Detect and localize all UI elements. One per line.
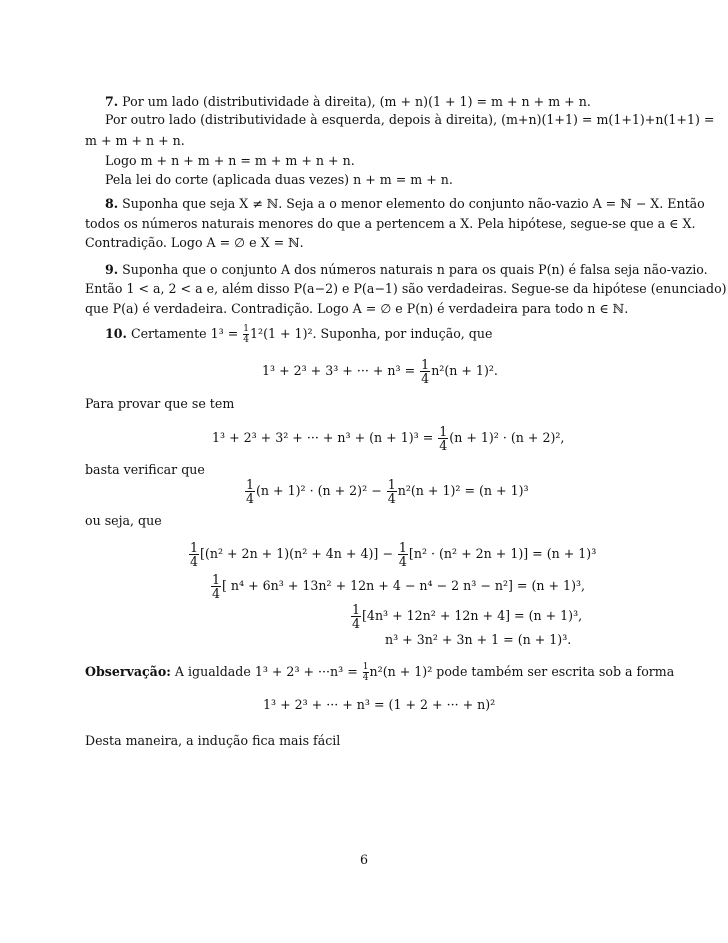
ex9-line1-text: Suponha que o conjunto A dos números naturais n para os quais P(n) é falsa seja não-vazio. bbox=[122, 262, 708, 277]
ex9-line1 bbox=[105, 262, 708, 278]
ex10-intro bbox=[105, 324, 492, 345]
equation-verify-mid: (n + 1)² · (n + 2)² − bbox=[256, 483, 382, 498]
ex7-line4: Logo m + n + m + n = m + m + n + n. bbox=[105, 153, 355, 168]
equation-step2-body: [ n⁴ + 6n³ + 13n² + 12n + 4 − n⁴ − 2 n³ − n²] = (n + 1)³, bbox=[222, 578, 586, 593]
ex8-line1 bbox=[105, 196, 705, 212]
equation-step3 bbox=[350, 603, 582, 630]
text-basta-verificar: basta verificar que bbox=[85, 462, 205, 477]
ex10-number: 10. bbox=[105, 326, 127, 341]
fraction-quarter bbox=[245, 478, 255, 505]
ex8-line3: Contradição. Logo A = ∅ e X = ℕ. bbox=[85, 235, 304, 250]
fraction-den: 4 bbox=[352, 616, 361, 631]
ex9-number: 9. bbox=[105, 262, 119, 277]
equation-step2 bbox=[210, 573, 585, 600]
fraction-den: 4 bbox=[362, 673, 369, 683]
text-para-provar: Para provar que se tem bbox=[85, 396, 235, 411]
fraction-num: 1 bbox=[387, 477, 396, 492]
equation-goal bbox=[212, 425, 564, 452]
equation-goal-rhs: (n + 1)² · (n + 2)², bbox=[449, 430, 565, 445]
ex9-line2: Então 1 < a, 2 < a e, além disso P(a−2) e P(a−1) são verdadeiras. Segue-se da hipótese (enunciado) bbox=[85, 281, 727, 296]
fraction-num: 1 bbox=[212, 572, 221, 587]
fraction-quarter bbox=[398, 541, 408, 568]
observation-line bbox=[85, 662, 674, 683]
fraction-den: 4 bbox=[439, 438, 448, 453]
ex7-line2: Por outro lado (distributividade à esquerda, depois à direita), (m+n)(1+1) = m(1+1)+n(1+1) = bbox=[105, 112, 715, 127]
observation-label: Observação: bbox=[85, 664, 171, 679]
fraction-quarter bbox=[438, 425, 448, 452]
fraction-num: 1 bbox=[190, 540, 199, 555]
observation-equation: 1³ + 2³ + ··· + n³ = (1 + 2 + ··· + n)² bbox=[263, 697, 496, 712]
fraction-num: 1 bbox=[421, 357, 430, 372]
equation-step3-body: [4n³ + 12n² + 12n + 4] = (n + 1)³, bbox=[362, 608, 583, 623]
equation-goal-lhs: 1³ + 2³ + 3² + ··· + n³ + (n + 1)³ = bbox=[212, 430, 434, 445]
equation-verify-end: n²(n + 1)² = (n + 1)³ bbox=[397, 483, 529, 498]
ex10-intro-text-b: 1²(1 + 1)². Suponha, por indução, que bbox=[250, 326, 493, 341]
fraction-quarter bbox=[387, 478, 397, 505]
equation-hypothesis-rhs: n²(n + 1)². bbox=[431, 363, 498, 378]
ex8-line2: todos os números naturais menores do que a pertencem a X. Pela hipótese, segue-se que a ∈ X. bbox=[85, 216, 696, 231]
fraction-num: 1 bbox=[243, 324, 250, 334]
ex7-number: 7. bbox=[105, 94, 119, 109]
fraction-quarter bbox=[211, 573, 221, 600]
fraction-num: 1 bbox=[362, 662, 369, 672]
observation-conclusion: Desta maneira, a indução fica mais fácil bbox=[85, 733, 341, 748]
ex7-line1-text: Por um lado (distributividade à direita), (m + n)(1 + 1) = m + n + m + n. bbox=[122, 94, 591, 109]
ex9-line3: que P(a) é verdadeira. Contradição. Logo A = ∅ e P(n) é verdadeira para todo n ∈ ℕ. bbox=[85, 301, 629, 316]
observation-text-b: n²(n + 1)² pode também ser escrita sob a forma bbox=[369, 664, 675, 679]
page-number: 6 bbox=[359, 852, 368, 867]
fraction-num: 1 bbox=[246, 477, 255, 492]
fraction-quarter bbox=[189, 541, 199, 568]
fraction-quarter bbox=[363, 662, 369, 683]
ex8-line1-text: Suponha que seja X ≠ ℕ. Seja a o menor elemento do conjunto não-vazio A = ℕ − X. Então bbox=[122, 196, 705, 211]
fraction-den: 4 bbox=[243, 335, 250, 345]
equation-step1-mid: [(n² + 2n + 1)(n² + 4n + 4)] − bbox=[200, 546, 393, 561]
fraction-num: 1 bbox=[352, 602, 361, 617]
fraction-num: 1 bbox=[398, 540, 407, 555]
ex7-line3: m + m + n + n. bbox=[85, 133, 185, 148]
equation-step1-end: [n² · (n² + 2n + 1)] = (n + 1)³ bbox=[408, 546, 597, 561]
fraction-quarter bbox=[420, 358, 430, 385]
equation-verify bbox=[244, 478, 529, 505]
fraction-den: 4 bbox=[246, 491, 255, 506]
equation-hypothesis bbox=[262, 358, 498, 385]
ex8-number: 8. bbox=[105, 196, 119, 211]
ex7-line5: Pela lei do corte (aplicada duas vezes) n + m = m + n. bbox=[105, 172, 453, 187]
fraction-den: 4 bbox=[398, 554, 407, 569]
fraction-num: 1 bbox=[439, 424, 448, 439]
fraction-den: 4 bbox=[421, 371, 430, 386]
equation-step1 bbox=[188, 541, 596, 568]
fraction-quarter bbox=[243, 324, 249, 345]
ex7-line1 bbox=[105, 94, 591, 110]
fraction-den: 4 bbox=[190, 554, 199, 569]
fraction-den: 4 bbox=[212, 586, 221, 601]
fraction-den: 4 bbox=[387, 491, 396, 506]
fraction-quarter bbox=[351, 603, 361, 630]
equation-step4: n³ + 3n² + 3n + 1 = (n + 1)³. bbox=[385, 632, 572, 647]
observation-text-a: A igualdade 1³ + 2³ + ···n³ = bbox=[174, 664, 358, 679]
ex10-intro-text-a: Certamente 1³ = bbox=[130, 326, 239, 341]
text-ou-seja: ou seja, que bbox=[85, 513, 162, 528]
equation-hypothesis-lhs: 1³ + 2³ + 3³ + ··· + n³ = bbox=[262, 363, 416, 378]
